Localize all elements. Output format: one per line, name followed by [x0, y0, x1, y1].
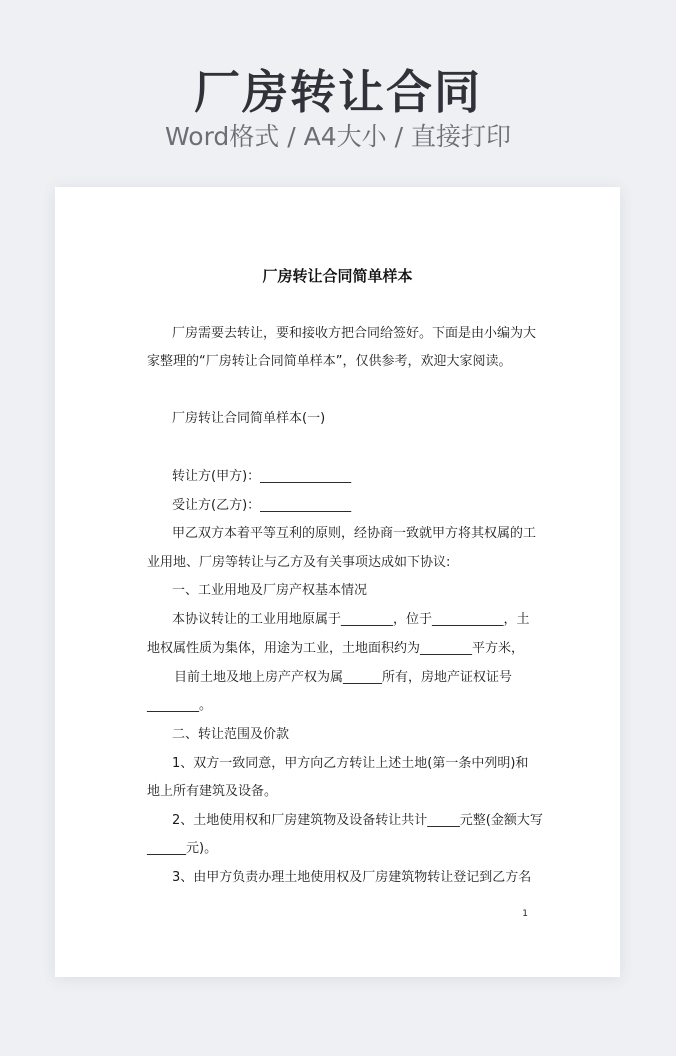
section-1-line-2: 地权属性质为集体，用途为工业，土地面积约为________平方米， [147, 641, 525, 656]
intro-line-1: 厂房需要去转让，要和接收方把合同给签好。下面是由小编为大 [172, 326, 537, 341]
document-page [55, 187, 620, 977]
transferor-line: 转让方(甲方)：______________ [172, 469, 352, 484]
document-title: 厂房转让合同简单样本 [262, 267, 413, 285]
section-2-heading: 二、转让范围及价款 [172, 727, 290, 742]
page-number: 1 [522, 909, 528, 919]
sample-heading: 厂房转让合同简单样本(一) [172, 411, 326, 426]
section-1-line-3: 目前土地及地上房产产权为属______所有，房地产证权证号 [174, 670, 513, 685]
transferee-line: 受让方(乙方)：______________ [172, 498, 352, 513]
section-2-item-2-line-2: ______元)。 [147, 841, 218, 856]
preamble-line-2: 业用地、厂房等转让与乙方及有关事项达成如下协议: [147, 555, 451, 570]
section-2-item-2-line-1: 2、土地使用权和厂房建筑物及设备转让共计_____元整(金额大写 [172, 813, 543, 828]
section-1-line-1: 本协议转让的工业用地原属于________，位于___________，土 [172, 612, 530, 627]
section-2-item-1-line-2: 地上所有建筑及设备。 [147, 784, 278, 799]
banner-subtitle: Word格式 / A4大小 / 直接打印 [165, 122, 511, 151]
preamble-line-1: 甲乙双方本着平等互利的原则，经协商一致就甲方将其权属的工 [172, 526, 537, 541]
section-2-item-3-line-1: 3、由甲方负责办理土地使用权及厂房建筑物转让登记到乙方名 [172, 870, 532, 885]
section-1-line-4: ________。 [147, 698, 213, 713]
banner-title: 厂房转让合同 [194, 65, 482, 119]
section-2-item-1-line-1: 1、双方一致同意，甲方向乙方转让上述土地(第一条中列明)和 [172, 756, 529, 771]
section-1-heading: 一、工业用地及厂房产权基本情况 [172, 583, 368, 598]
intro-line-2: 家整理的“厂房转让合同简单样本”，仅供参考，欢迎大家阅读。 [147, 354, 512, 369]
